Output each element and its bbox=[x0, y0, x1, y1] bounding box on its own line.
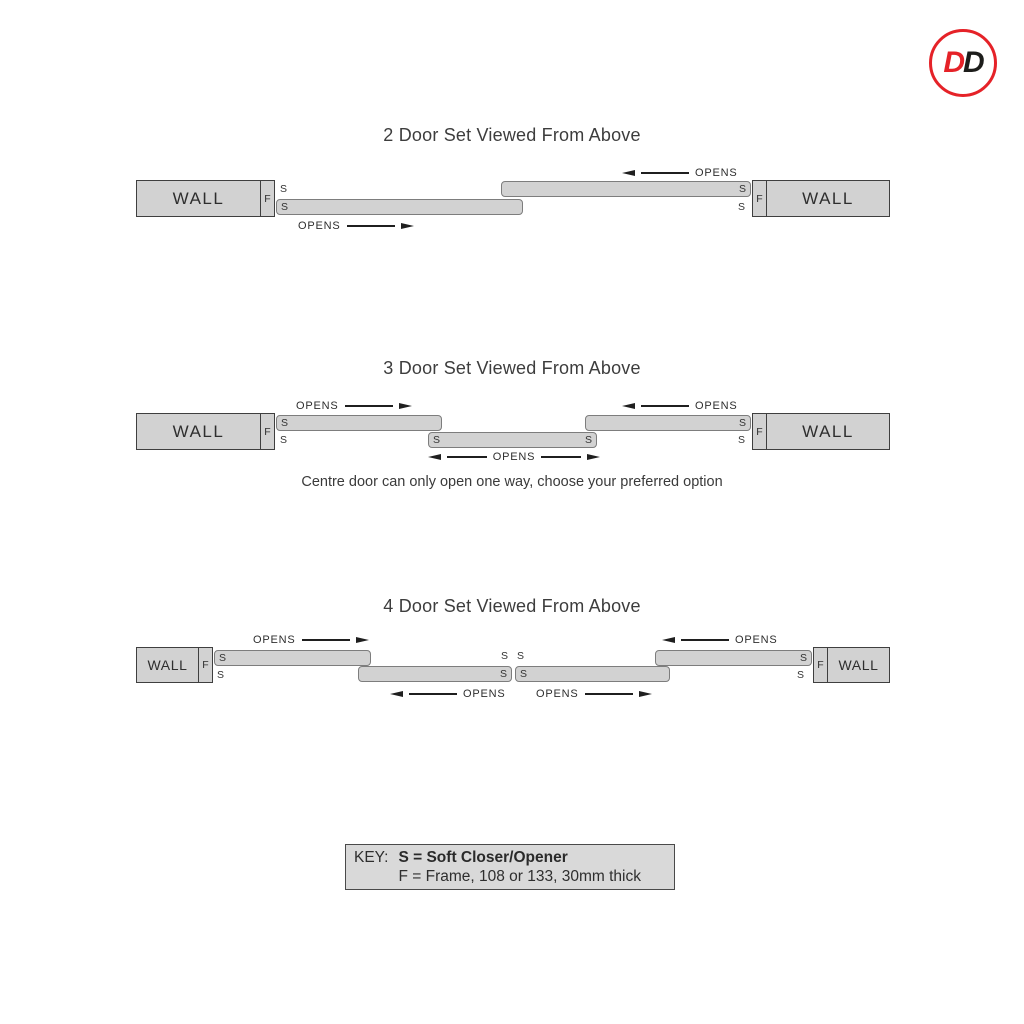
frame-cell: F bbox=[753, 414, 767, 449]
soft-closer-label: S bbox=[281, 417, 289, 429]
opens-label: OPENS bbox=[695, 167, 738, 179]
arrow-line bbox=[585, 693, 633, 694]
soft-closer-label: S bbox=[219, 652, 227, 664]
soft-closer-label: S bbox=[797, 669, 805, 681]
arrow-line bbox=[681, 639, 729, 640]
wall-left-2-door bbox=[136, 180, 275, 217]
frame-cell: F bbox=[260, 414, 274, 449]
centre-door-note: Centre door can only open one way, choose your preferred option bbox=[301, 474, 723, 490]
door-panel-centre-left-4-door bbox=[358, 666, 512, 682]
soft-closer-label: S bbox=[738, 201, 746, 213]
opens-arrow-left bbox=[390, 687, 506, 701]
arrow-line bbox=[409, 693, 457, 694]
opens-arrow-both bbox=[428, 450, 600, 464]
arrow-head-right-icon bbox=[587, 454, 600, 460]
wall-right-3-door bbox=[752, 413, 890, 450]
arrow-line bbox=[641, 172, 689, 173]
brand-letter-d1: D bbox=[943, 46, 963, 79]
wall-label: WALL bbox=[147, 657, 188, 673]
wall-right-4-door bbox=[813, 647, 890, 683]
opens-label: OPENS bbox=[735, 634, 778, 646]
opens-arrow-left bbox=[662, 633, 778, 647]
arrow-head-right-icon bbox=[639, 691, 652, 697]
door-panel-right-2-door bbox=[501, 181, 751, 197]
brand-logo-icon bbox=[929, 29, 997, 97]
opens-label: OPENS bbox=[253, 634, 296, 646]
soft-closer-label: S bbox=[217, 669, 225, 681]
key-frame-definition: F = Frame, 108 or 133, 30mm thick bbox=[398, 868, 641, 885]
wall-label: WALL bbox=[172, 421, 225, 441]
arrow-line bbox=[447, 456, 487, 457]
arrow-head-left-icon bbox=[428, 454, 441, 460]
section-title-3-door: 3 Door Set Viewed From Above bbox=[383, 358, 641, 378]
wall-label: WALL bbox=[838, 657, 879, 673]
wall-left-4-door bbox=[136, 647, 213, 683]
soft-closer-label: S bbox=[584, 434, 592, 446]
opens-label: OPENS bbox=[695, 400, 738, 412]
soft-closer-label: S bbox=[738, 417, 746, 429]
soft-closer-label: S bbox=[281, 201, 289, 213]
soft-closer-label: S bbox=[738, 183, 746, 195]
opens-label: OPENS bbox=[536, 688, 579, 700]
opens-arrow-right bbox=[536, 687, 652, 701]
soft-closer-label: S bbox=[517, 650, 525, 662]
soft-closer-label: S bbox=[499, 668, 507, 680]
key-box bbox=[345, 844, 675, 890]
arrow-head-right-icon bbox=[399, 403, 412, 409]
soft-closer-label: S bbox=[280, 434, 288, 446]
wall-left-3-door bbox=[136, 413, 275, 450]
soft-closer-label: S bbox=[520, 668, 528, 680]
opens-label: OPENS bbox=[463, 688, 506, 700]
soft-closer-label: S bbox=[433, 434, 441, 446]
arrow-line bbox=[302, 639, 350, 640]
arrow-line bbox=[347, 225, 395, 226]
frame-cell: F bbox=[260, 181, 274, 216]
arrow-line bbox=[641, 405, 689, 406]
door-panel-left-3-door bbox=[276, 415, 442, 431]
arrow-line bbox=[541, 456, 581, 457]
door-panel-outer-left-4-door bbox=[214, 650, 371, 666]
key-lines bbox=[398, 848, 641, 886]
wall-label: WALL bbox=[802, 188, 854, 208]
soft-closer-label: S bbox=[280, 183, 288, 195]
arrow-head-left-icon bbox=[662, 637, 675, 643]
arrow-head-left-icon bbox=[622, 170, 635, 176]
opens-arrow-right bbox=[296, 399, 412, 413]
door-panel-right-3-door bbox=[585, 415, 751, 431]
opens-arrow-right bbox=[253, 633, 369, 647]
arrow-head-left-icon bbox=[390, 691, 403, 697]
section-title-4-door: 4 Door Set Viewed From Above bbox=[383, 596, 641, 616]
frame-cell: F bbox=[753, 181, 767, 216]
arrow-head-left-icon bbox=[622, 403, 635, 409]
frame-cell: F bbox=[814, 648, 828, 682]
wall-label: WALL bbox=[172, 188, 225, 208]
soft-closer-label: S bbox=[799, 652, 807, 664]
arrow-head-right-icon bbox=[401, 223, 414, 229]
key-label: KEY: bbox=[354, 849, 389, 866]
opens-arrow-left bbox=[622, 399, 738, 413]
arrow-head-right-icon bbox=[356, 637, 369, 643]
opens-arrow-right bbox=[298, 219, 414, 233]
brand-letter-d2: D bbox=[963, 46, 983, 79]
opens-label: OPENS bbox=[492, 451, 536, 463]
door-panel-centre-right-4-door bbox=[515, 666, 670, 682]
section-title-2-door: 2 Door Set Viewed From Above bbox=[383, 125, 641, 145]
wall-label: WALL bbox=[802, 421, 854, 441]
opens-arrow-left bbox=[622, 166, 738, 180]
opens-label: OPENS bbox=[298, 220, 341, 232]
door-panel-outer-right-4-door bbox=[655, 650, 812, 666]
soft-closer-label: S bbox=[738, 434, 746, 446]
frame-cell: F bbox=[198, 648, 212, 682]
key-soft-closer-definition: S = Soft Closer/Opener bbox=[398, 849, 568, 866]
soft-closer-label: S bbox=[501, 650, 509, 662]
wall-right-2-door bbox=[752, 180, 890, 217]
opens-label: OPENS bbox=[296, 400, 339, 412]
door-panel-left-2-door bbox=[276, 199, 523, 215]
door-panel-centre-3-door bbox=[428, 432, 597, 448]
arrow-line bbox=[345, 405, 393, 406]
